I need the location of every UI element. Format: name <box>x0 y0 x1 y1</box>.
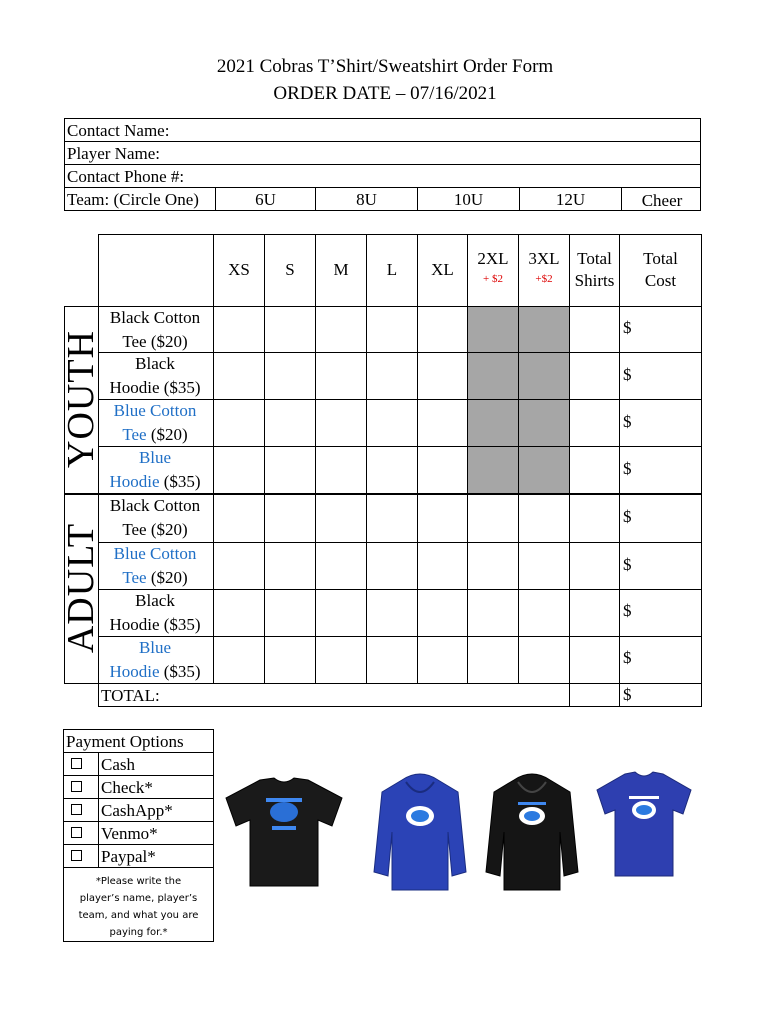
cost-cell[interactable]: $ <box>623 318 632 337</box>
adult-section-label: ADULT <box>60 522 102 654</box>
team-option-6u[interactable]: 6U <box>215 188 315 211</box>
checkbox[interactable] <box>71 850 82 861</box>
team-option-8u[interactable]: 8U <box>315 188 417 211</box>
payment-option-cash[interactable]: Cash <box>64 753 213 776</box>
youth-item-blue-hoodie: Blue Hoodie ($35) <box>109 448 201 491</box>
cost-cell[interactable]: $ <box>623 507 632 526</box>
cost-cell[interactable]: $ <box>623 365 632 384</box>
payment-option-paypal[interactable]: Paypal* <box>64 845 213 868</box>
form-title: 2021 Cobras T’Shirt/Sweatshirt Order Form <box>216 56 554 77</box>
total-cost-cell[interactable]: $ <box>623 685 632 704</box>
team-label: Team: (Circle One) <box>67 190 199 209</box>
blue-hoodie-image <box>372 772 468 894</box>
black-tee-image <box>222 774 346 890</box>
header-2xl: 2XL + $2 <box>468 248 518 288</box>
team-option-12u[interactable]: 12U <box>519 188 621 211</box>
payment-option-venmo[interactable]: Venmo* <box>64 822 213 845</box>
checkbox[interactable] <box>71 804 82 815</box>
checkbox[interactable] <box>71 827 82 838</box>
youth-item-blue-cotton-tee: Blue Cotton Tee ($20) <box>113 401 197 444</box>
contact-phone-label: Contact Phone #: <box>67 167 185 186</box>
cost-cell[interactable]: $ <box>623 601 632 620</box>
payment-note: *Please write the player’s name, player’s team, and what you are paying for.* <box>78 876 199 938</box>
header-l: L <box>386 260 398 279</box>
youth-section-label: YOUTH <box>60 330 102 468</box>
adult-item-blue-hoodie: Blue Hoodie ($35) <box>109 638 201 681</box>
checkbox[interactable] <box>71 758 82 769</box>
player-name-label: Player Name: <box>67 144 160 163</box>
header-3xl: 3XL +$2 <box>519 248 569 288</box>
payment-option-check[interactable]: Check* <box>64 776 213 799</box>
payment-options-box <box>63 729 214 942</box>
adult-item-black-cotton-tee: Black Cotton Tee ($20) <box>109 496 201 539</box>
adult-item-blue-cotton-tee: Blue Cotton Tee ($20) <box>113 544 197 587</box>
payment-option-cashapp[interactable]: CashApp* <box>64 799 213 822</box>
blue-tee-image <box>595 770 693 880</box>
cost-cell[interactable]: $ <box>623 459 632 478</box>
header-xl: XL <box>431 260 454 279</box>
checkbox[interactable] <box>71 781 82 792</box>
youth-item-black-cotton-tee: Black Cotton Tee ($20) <box>109 308 201 351</box>
contact-name-label: Contact Name: <box>67 121 170 140</box>
surcharge-3xl: +$2 <box>535 273 553 285</box>
team-option-cheer[interactable]: Cheer <box>621 188 702 211</box>
header-s: S <box>285 260 295 279</box>
surcharge-2xl: + $2 <box>483 273 503 285</box>
adult-item-black-hoodie: Black Hoodie ($35) <box>109 591 201 634</box>
youth-item-black-hoodie: Black Hoodie ($35) <box>109 354 201 397</box>
cost-cell[interactable]: $ <box>623 555 632 574</box>
header-m: M <box>333 260 349 279</box>
header-xs: XS <box>228 260 250 279</box>
team-option-10u[interactable]: 10U <box>417 188 519 211</box>
header-total-shirts: Total Shirts <box>574 249 615 290</box>
total-label: TOTAL: <box>101 686 160 705</box>
black-hoodie-image <box>484 772 580 894</box>
payment-header: Payment Options <box>64 730 213 753</box>
header-total-cost: Total Cost <box>643 249 678 290</box>
cost-cell[interactable]: $ <box>623 412 632 431</box>
order-date: ORDER DATE – 07/16/2021 <box>273 83 497 104</box>
cost-cell[interactable]: $ <box>623 648 632 667</box>
